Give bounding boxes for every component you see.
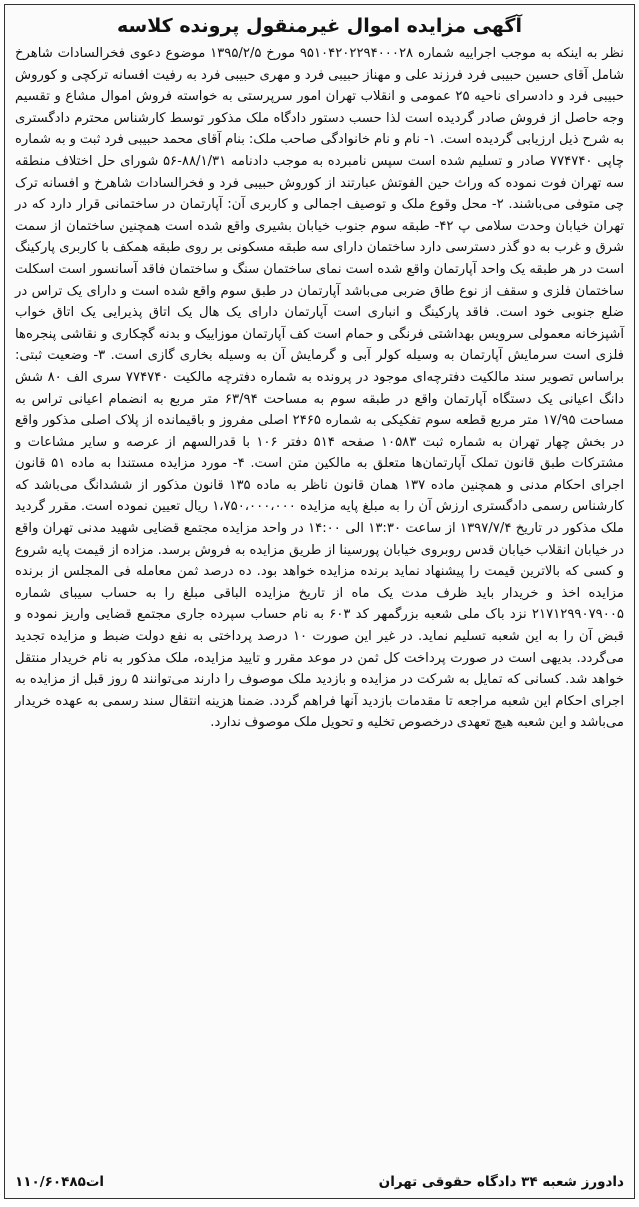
notice-code: ۱۱۰/۶۰۴۸۵ات <box>15 1174 105 1190</box>
notice-title: آگهی مزایده اموال غیرمنقول پرونده کلاسه <box>117 15 522 37</box>
notice-footer <box>15 1174 624 1190</box>
notice-body: نظر به اینکه به موجب اجراییه شماره ۹۵۱۰۴۲۰۲۲۹۴۰۰۰۲۸ مورخ ۱۳۹۵/۲/۵ موضوع دعوی فخرالسادات شاهرخ شامل آقای حسین حبیبی فرد فرزند علی و مهناز حبیبی فرد و مهری حبیبی فرد به رفیت افسانه ترکچی و کوروش حبیبی فرد و دادسرای ناحیه ۲۵ عمومی و انقلاب تهران امور سرپرستی به خواسته فروش اموال مشاع و تقسیم وجه حاصل از فروش صادر گردیده است لذا حسب دستور دادگاه ملک مذکور توسط کارشناس محترم دادگستری به شرح ذیل ارزیابی گردیده است. ۱- نام و نام خانوادگی صاحب ملک: بنام آقای محمد حبیبی فرد ثبت و به شماره چاپی ۷۷۴۷۴۰ صادر و تسلیم شده است سپس نامبرده به موجب دادنامه ۸۸/۱/۳۱-۵۶ شورای حل اختلاف منطقه سه تهران فوت نموده که وراث حین الفوتش عبارتند از کوروش حبیبی فرد و فخرالسادات شاهرخ و افسانه ترک چی متوفی می‌باشند. ۲- محل وقوع ملک و توصیف اجمالی و کاربری آن: آپارتمان در ساختمانی قرار دارد که در تهران خیابان وحدت سلامی پ ۴۲- طبقه سوم جنوب خیابان بشیری واقع شده است همچنین ساختمان از سمت شرق و غرب به دو گذر دسترسی دارد ساختمان دارای سه طبقه مسکونی بر روی طبقه همکف با کاربری پارکینگ است در هر طبقه یک واحد آپارتمان واقع شده است نمای ساختمان سنگ و ساختمان فاقد آسانسور است اسکلت ساختمان فلزی و سقف از نوع طاق ضربی می‌باشد آپارتمان در طبق سوم واقع شده است و دارای یک تراس در ضلع جنوبی خود است. فاقد پارکینگ و انباری است آپارتمان دارای یک هال یک اتاق پذیرایی یک اتاق خواب آشپزخانه معمولی سرویس بهداشتی فرنگی و حمام است کف آپارتمان موزاییک و بدنه گچکاری و نقاشی پنجره‌ها فلزی است سرمایش آپارتمان به وسیله کولر آبی و گرمایش آن به وسیله بخاری گازی است. ۳- وضعیت ثبتی: براساس تصویر سند مالکیت دفترچه‌ای موجود در پرونده به شماره دفترچه مالکیت ۷۷۴۷۴۰ سری الف ۸۰ شش دانگ اعیانی یک دستگاه آپارتمان واقع در طبقه سوم به مساحت ۶۳/۹۴ متر مربع به انضمام اعیانی تراس به مساحت ۱۷/۹۵ متر مربع قطعه سوم تفکیکی به شماره ۲۴۶۵ اصلی مفروز و باقیمانده از پلاک اصلی مذکور واقع در بخش چهار تهران به شماره ثبت ۱۰۵۸۳ صفحه ۵۱۴ دفتر ۱۰۶ با قدرالسهم از عرصه و سایر مشاعات و مشترکات طبق قانون تملک آپارتمان‌ها متعلق به مالکین متن است. ۴- مورد مزایده مستندا به ماده ۵۱ قانون اجرای احکام مدنی و همچنین ماده ۱۳۷ همان قانون ناظر به ماده ۱۳۵ قانون مذکور از ششدانگ می‌باشد که کارشناس رسمی دادگستری ارزش آن را به مبلغ پایه مزایده ۱،۷۵۰،۰۰۰،۰۰۰ ریال تعیین نموده است. مقرر گردید ملک مذکور در تاریخ ۱۳۹۷/۷/۴ از ساعت ۱۳:۳۰ الی ۱۴:۰۰ در واحد مزایده مجتمع قضایی شهید مدنی تهران واقع در خیابان انقلاب خیابان قدس روبروی خیابان پورسینا از طریق مزایده به فروش برسد. مزاده از قیمت پایه شروع و کسی که بالاترین قیمت را پیشنهاد نماید برنده مزایده خواهد بود. ده درصد ثمن معامله فی المجلس از برنده مزایده اخذ و خریدار باید ظرف مدت یک ماه از تاریخ مزایده الباقی مبلغ را به حساب سیبای شماره ۲۱۷۱۲۹۹۰۷۹۰۰۵ نزد باک ملی شعبه بزرگمهر کد ۶۰۳ به نام حساب سپرده جاری مجتمع قضایی واریز نموده و قبض آن را به این شعبه تسلیم نماید. در غیر این صورت ۱۰ درصد پرداختی به نفع دولت ضبط و مزایده تجدید می‌گردد. بدیهی است در صورت پرداخت کل ثمن در موعد مقرر و تایید مزایده، ملک مذکور به نام خریدار منتقل خواهد شد. کسانی که تمایل به شرکت در مزایده و بازدید ملک موصوف را دارند می‌توانند ۵ روز قبل از مزایده به اجرای احکام این شعبه مراجعه تا مقدمات بازدید آنها فراهم گردد. ضمنا هزینه انتقال سند رسمی به عهده خریدار می‌باشد و این شعبه هیچ تعهدی درخصوص تخلیه و تحویل ملک موصوف ندارد. <box>15 46 625 731</box>
issuer-signature: دادورز شعبه ۳۴ دادگاه حقوقی تهران <box>378 1174 624 1190</box>
notice-page <box>4 4 635 1199</box>
